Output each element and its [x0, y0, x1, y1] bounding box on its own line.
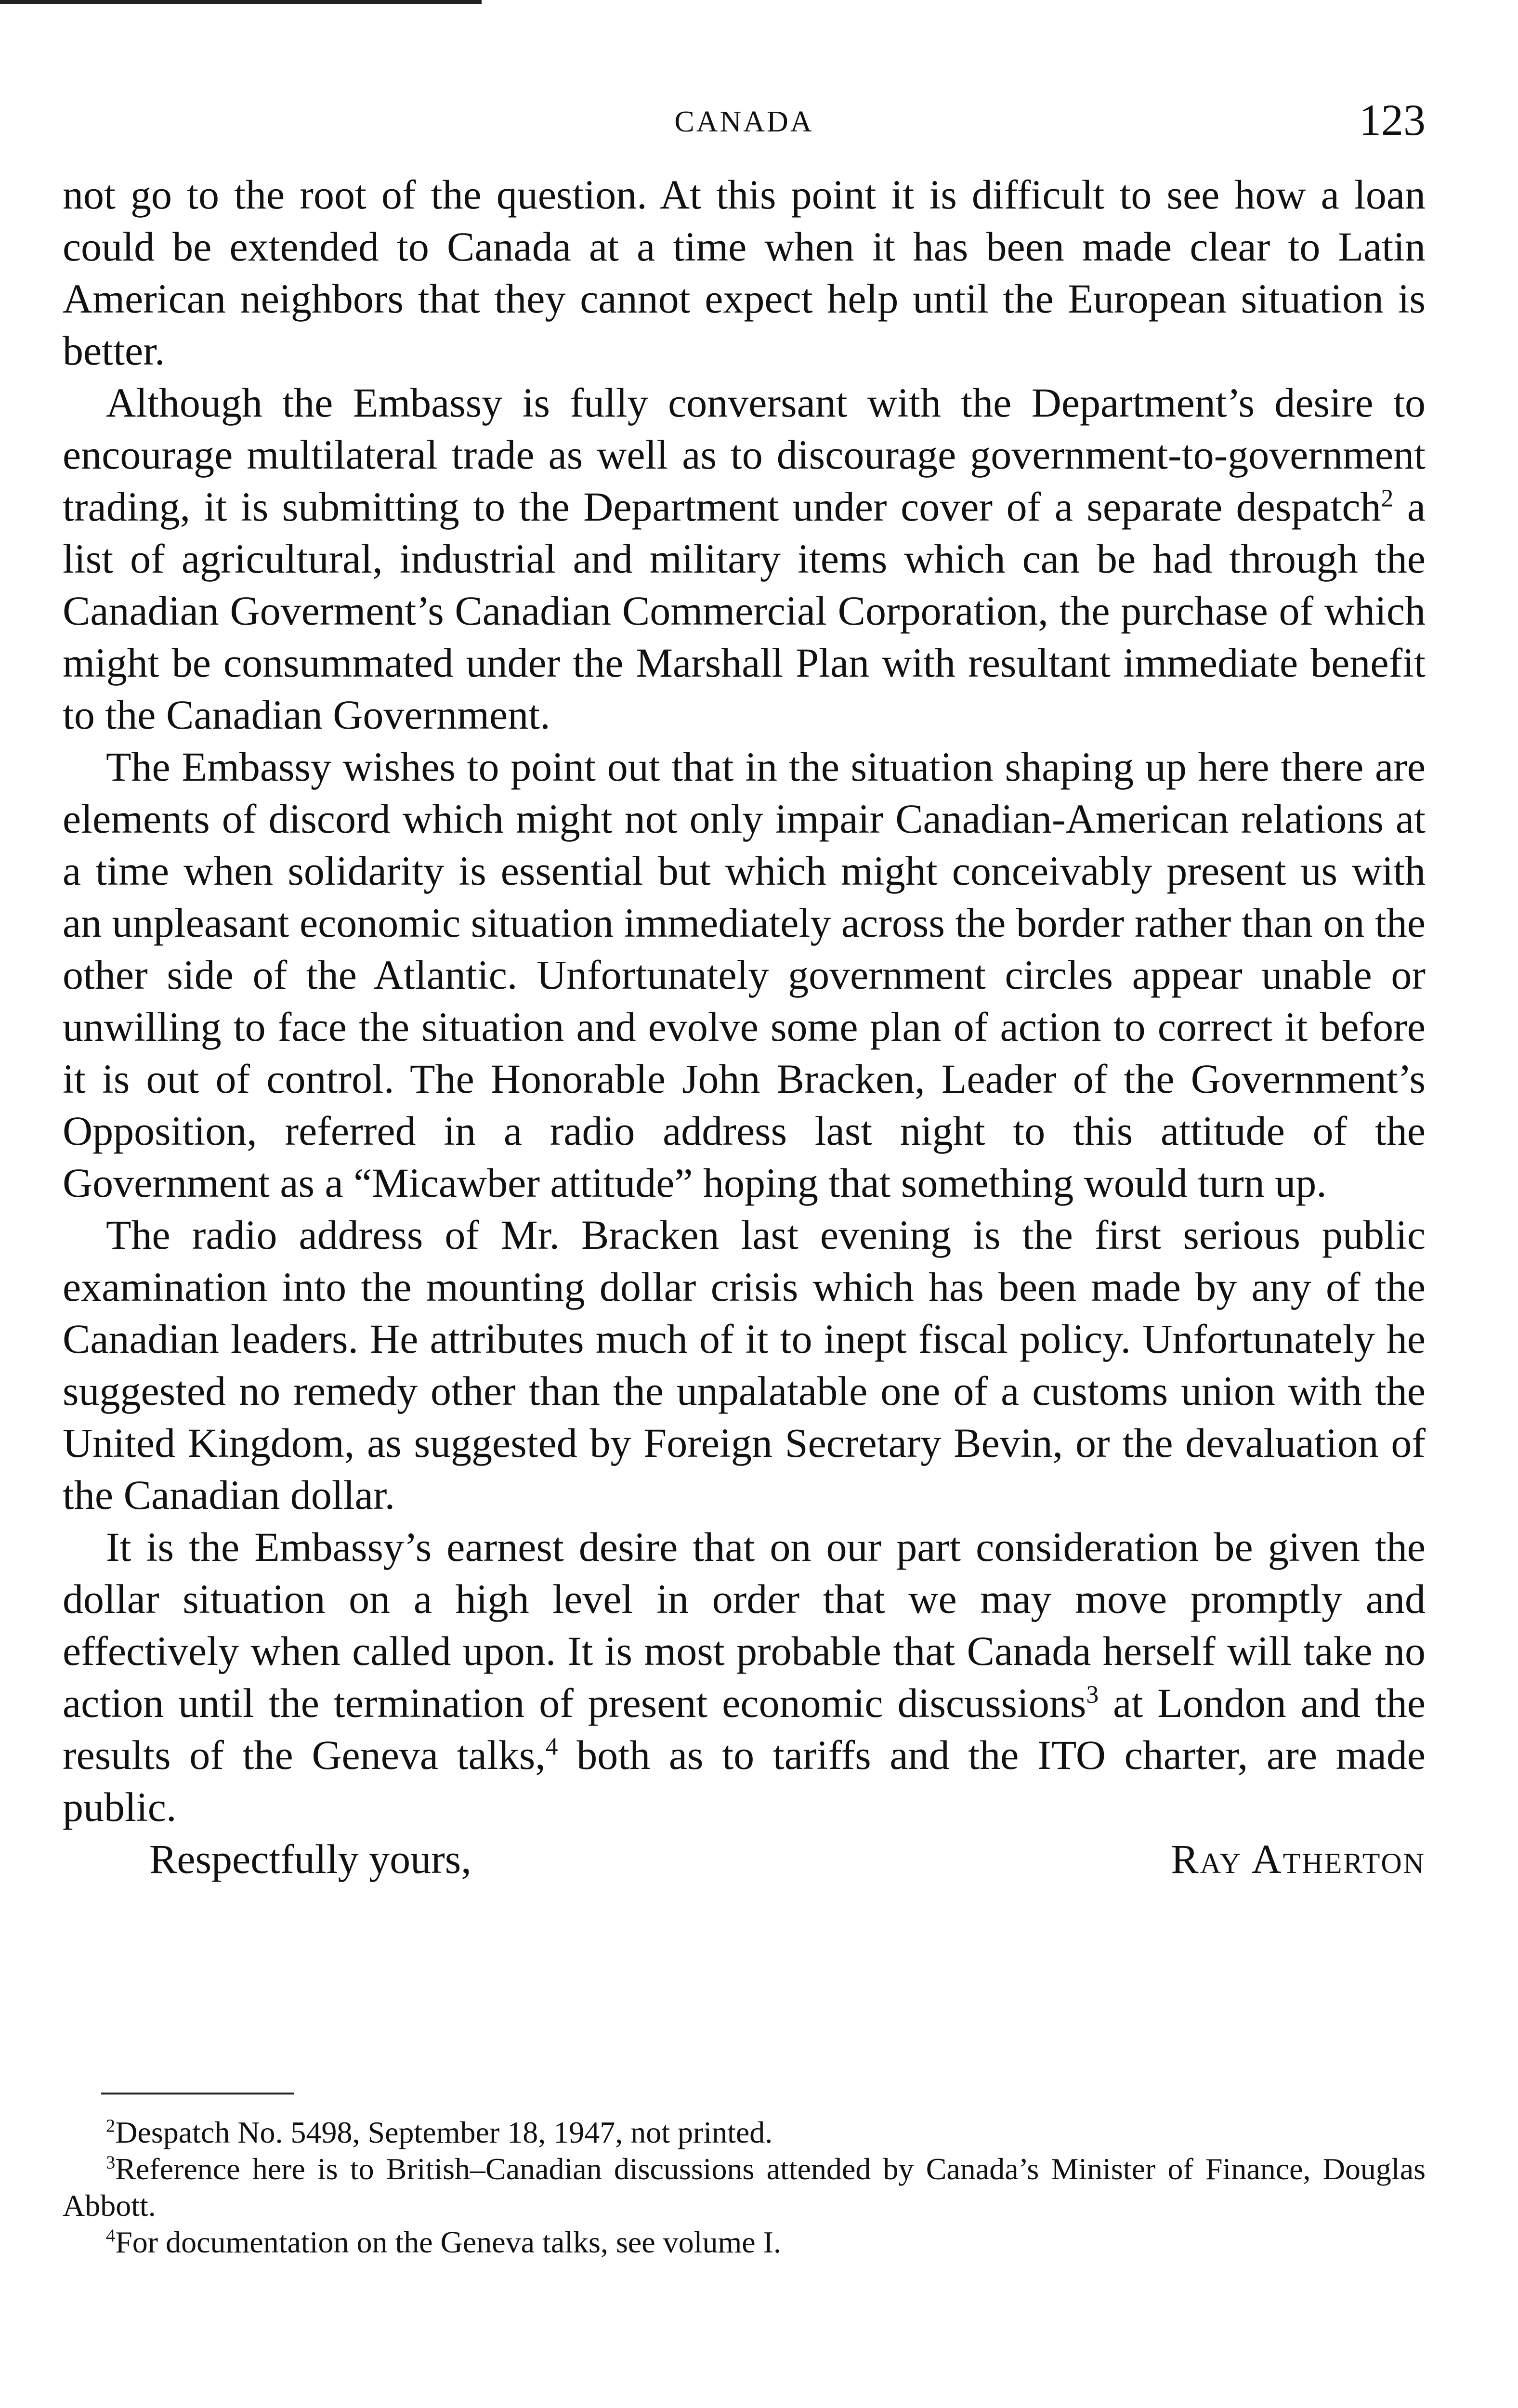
paragraph-2-text-b: a list of agricultural, industrial and military items which can be had through the Canadian Goverment’s Canadian Commercial Corporation, the purchase of which might be consummated under the Marshall Plan with resultant immediate benefit to the Canadian Government. [63, 484, 1426, 738]
paragraph-5-text-c: both as to tariffs and the ITO charter, are made public. [63, 1732, 1426, 1830]
footnote-rule [101, 2093, 294, 2094]
footnote-2-mark: 2 [106, 2116, 116, 2136]
paragraph-3 [63, 741, 1426, 1209]
paragraph-5-text-b: at London and the results of the Geneva talks, [63, 1680, 1426, 1778]
footnote-ref-3: 3 [1086, 1681, 1099, 1709]
paragraph-3-text: The Embassy wishes to point out that in the situation shaping up here there are elements of discord which might not only impair Canadian-American relations at a time when solidarity is essential but which might conceivably present us with an unpleasant economic situation immediately across the border rather than on the other side of the Atlantic. Unfortunately government circles appear unable or unwilling to face the situation and evolve some plan of action to correct it before it is out of control. The Honorable John Bracken, Leader of the Government’s Opposition, referred in a radio address last night to this attitude of the Government as a “Micawber attitude” hoping that something would turn up. [63, 744, 1426, 1206]
paragraph-5-text-a: It is the Embassy’s earnest desire that on our part consideration be given the dollar situation on a high level in order that we may move promptly and effectively when called upon. It is most probable that Canada herself will take no action until the termination of present economic discussions [63, 1524, 1426, 1726]
paragraph-4 [63, 1209, 1426, 1521]
page-number: 123 [1359, 95, 1426, 144]
body-text [63, 169, 1426, 1885]
running-head: CANADA [674, 105, 814, 138]
footnote-4 [63, 2224, 1426, 2261]
footnote-3-mark: 3 [106, 2152, 116, 2173]
footnote-ref-2: 2 [1381, 484, 1394, 512]
page-header [63, 94, 1426, 147]
footnote-3 [63, 2151, 1426, 2224]
paragraph-4-text: The radio address of Mr. Bracken last evening is the first serious public examination into the mounting dollar crisis which has been made by any of the Canadian leaders. He attributes much of it to inept fiscal policy. Unfortunately he suggested no remedy other than the unpalatable one of a customs union with the United Kingdom, as suggested by Foreign Secretary Bevin, or the devaluation of the Canadian dollar. [63, 1212, 1426, 1518]
footnote-2-text: Despatch No. 5498, September 18, 1947, not printed. [115, 2115, 773, 2149]
footnote-2 [63, 2114, 1426, 2151]
footnote-ref-4: 4 [545, 1733, 558, 1761]
closing-line [63, 1833, 1426, 1885]
paragraph-2 [63, 377, 1426, 741]
complimentary-close: Respectfully yours, [149, 1836, 471, 1882]
paragraph-1-text: not go to the root of the question. At this point it is difficult to see how a loan could be extended to Canada at a time when it has been made clear to Latin American neighbors that they cannot expect help until the European situation is better. [63, 171, 1426, 374]
paragraph-5 [63, 1521, 1426, 1833]
paragraph-1 [63, 169, 1426, 377]
footnote-4-text: For documentation on the Geneva talks, see volume I. [115, 2225, 781, 2259]
footnote-4-mark: 4 [106, 2225, 116, 2246]
footnote-3-text: Reference here is to British–Canadian discussions attended by Canada’s Minister of Finance, Douglas Abbott. [63, 2152, 1426, 2223]
paragraph-2-text-a: Although the Embassy is fully conversant with the Department’s desire to encourage multilateral trade as well as to discourage government-to-government trading, it is submitting to the Department under cover of a separate despatch [63, 380, 1426, 530]
top-rule [0, 0, 482, 4]
signature: Ray Atherton [1171, 1836, 1426, 1882]
footnotes [63, 2114, 1426, 2261]
